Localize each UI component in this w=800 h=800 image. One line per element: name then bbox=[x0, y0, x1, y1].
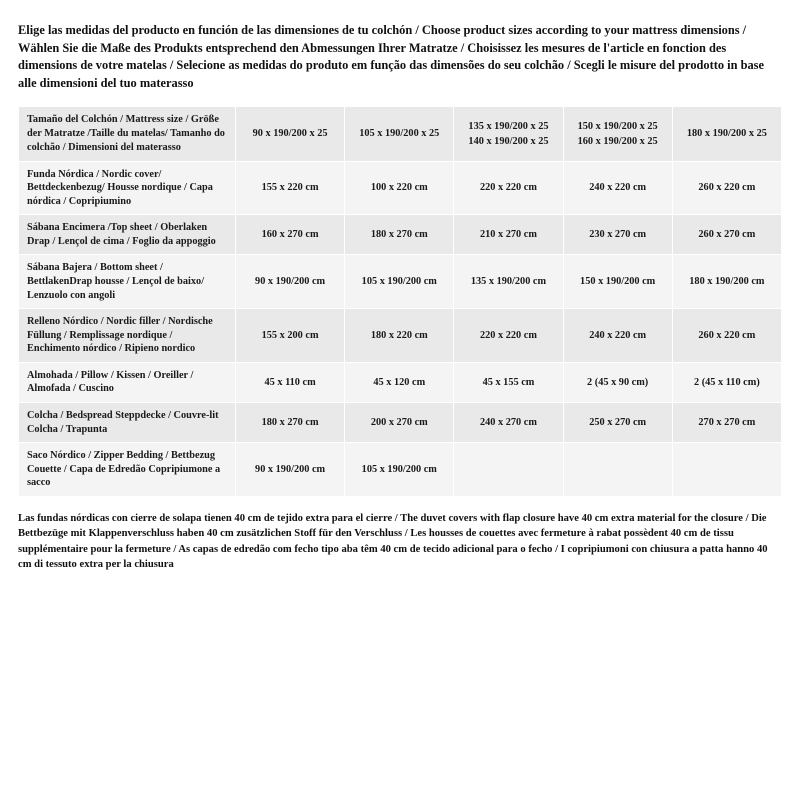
table-row bbox=[19, 362, 782, 402]
row-label: Almohada / Pillow / Kissen / Oreiller / Almofada / Cuscino bbox=[19, 362, 236, 402]
header-col-4-line-2: 160 x 190/200 x 25 bbox=[577, 135, 658, 147]
row-cell: 240 x 270 cm bbox=[454, 403, 563, 443]
table-row bbox=[19, 309, 782, 363]
header-col-1-line-1: 90 x 190/200 x 25 bbox=[252, 128, 328, 140]
row-cell: 155 x 200 cm bbox=[236, 309, 345, 363]
table-row bbox=[19, 443, 782, 497]
row-cell: 240 x 220 cm bbox=[563, 161, 672, 215]
row-cell: 105 x 190/200 cm bbox=[345, 255, 454, 309]
header-label-cell: Tamaño del Colchón / Mattress size / Größe der Matratze /Taille du matelas/ Tamanho do colchão / Dimensioni del materasso bbox=[19, 107, 236, 161]
header-col-5-line-1: 180 x 190/200 x 25 bbox=[686, 128, 767, 140]
header-col-3-line-1: 135 x 190/200 x 25 bbox=[468, 120, 549, 132]
row-cell bbox=[672, 443, 781, 497]
intro-text: Elige las medidas del producto en función de las dimensiones de tu colchón / Choose product sizes according to your mattress dimensions / Wählen Sie die Maße des Produkts entsprechend den Abmessungen Ihrer Matratze / Choisissez les mesures de l'article en fonction des dimensions de votre matelas / Selecione as medidas do produto em função das dimensões do seu colchão / Scegli le misure del prodotto in base alle dimensioni del tuo materasso bbox=[18, 23, 764, 90]
row-cell: 45 x 120 cm bbox=[345, 362, 454, 402]
row-cell: 200 x 270 cm bbox=[345, 403, 454, 443]
row-cell bbox=[563, 443, 672, 497]
row-cell: 100 x 220 cm bbox=[345, 161, 454, 215]
footnote-text: Las fundas nórdicas con cierre de solapa tienen 40 cm de tejido extra para el cierre / The duvet covers with flap closure have 40 cm extra material for the closure / Die Bettbezüge mit Klappenverschluss haben 40 cm zusätzlichen Stoff für den Verschluss / Les housses de couettes avec fermeture à rabat possèdent 40 cm de tissu supplémentaire pour la fermeture / As capas de edredão com fecho tipo aba têm 40 cm de tecido adicional para o fecho / I copripiumoni con chiusura a patta hanno 40 cm di tessuto extra per la chiusura bbox=[18, 512, 768, 570]
row-label: Funda Nórdica / Nordic cover/ Bettdeckenbezug/ Housse nordique / Capa nórdica / Copripiumino bbox=[19, 161, 236, 215]
row-cell: 90 x 190/200 cm bbox=[236, 443, 345, 497]
row-cell: 210 x 270 cm bbox=[454, 215, 563, 255]
row-cell: 180 x 270 cm bbox=[236, 403, 345, 443]
row-cell: 250 x 270 cm bbox=[563, 403, 672, 443]
row-cell: 90 x 190/200 cm bbox=[236, 255, 345, 309]
row-label: Sábana Encimera /Top sheet / Oberlaken Drap / Lençol de cima / Foglio da appoggio bbox=[19, 215, 236, 255]
row-cell: 240 x 220 cm bbox=[563, 309, 672, 363]
row-cell: 220 x 220 cm bbox=[454, 161, 563, 215]
header-col-4 bbox=[563, 107, 672, 161]
row-cell: 135 x 190/200 cm bbox=[454, 255, 563, 309]
row-cell: 150 x 190/200 cm bbox=[563, 255, 672, 309]
table-row bbox=[19, 215, 782, 255]
row-label: Relleno Nórdico / Nordic filler / Nordische Füllung / Remplissage nordique / Enchimento nórdico / Ripieno nordico bbox=[19, 309, 236, 363]
header-col-1 bbox=[236, 107, 345, 161]
table-header-row bbox=[19, 107, 782, 161]
size-table-body bbox=[19, 107, 782, 496]
header-col-2-line-1: 105 x 190/200 x 25 bbox=[359, 128, 440, 140]
row-cell: 230 x 270 cm bbox=[563, 215, 672, 255]
row-cell: 45 x 110 cm bbox=[236, 362, 345, 402]
header-col-2 bbox=[345, 107, 454, 161]
row-cell: 45 x 155 cm bbox=[454, 362, 563, 402]
row-label: Sábana Bajera / Bottom sheet / BettlakenDrap housse / Lençol de baixo/ Lenzuolo con angoli bbox=[19, 255, 236, 309]
table-row bbox=[19, 403, 782, 443]
row-cell: 260 x 270 cm bbox=[672, 215, 781, 255]
row-cell bbox=[454, 443, 563, 497]
row-cell: 2 (45 x 90 cm) bbox=[563, 362, 672, 402]
header-col-3 bbox=[454, 107, 563, 161]
row-cell: 160 x 270 cm bbox=[236, 215, 345, 255]
header-col-3-line-2: 140 x 190/200 x 25 bbox=[468, 135, 549, 147]
row-label: Colcha / Bedspread Steppdecke / Couvre-lit Colcha / Trapunta bbox=[19, 403, 236, 443]
row-cell: 180 x 190/200 cm bbox=[672, 255, 781, 309]
table-row bbox=[19, 161, 782, 215]
row-cell: 220 x 220 cm bbox=[454, 309, 563, 363]
size-table bbox=[18, 106, 782, 496]
row-label: Saco Nórdico / Zipper Bedding / Bettbezug Couette / Capa de Edredão Copripiumone a sacco bbox=[19, 443, 236, 497]
row-cell: 2 (45 x 110 cm) bbox=[672, 362, 781, 402]
header-col-5 bbox=[672, 107, 781, 161]
row-cell: 260 x 220 cm bbox=[672, 309, 781, 363]
row-cell: 270 x 270 cm bbox=[672, 403, 781, 443]
row-cell: 260 x 220 cm bbox=[672, 161, 781, 215]
row-cell: 155 x 220 cm bbox=[236, 161, 345, 215]
header-col-4-line-1: 150 x 190/200 x 25 bbox=[577, 120, 658, 132]
row-cell: 105 x 190/200 cm bbox=[345, 443, 454, 497]
row-cell: 180 x 270 cm bbox=[345, 215, 454, 255]
row-cell: 180 x 220 cm bbox=[345, 309, 454, 363]
table-row bbox=[19, 255, 782, 309]
